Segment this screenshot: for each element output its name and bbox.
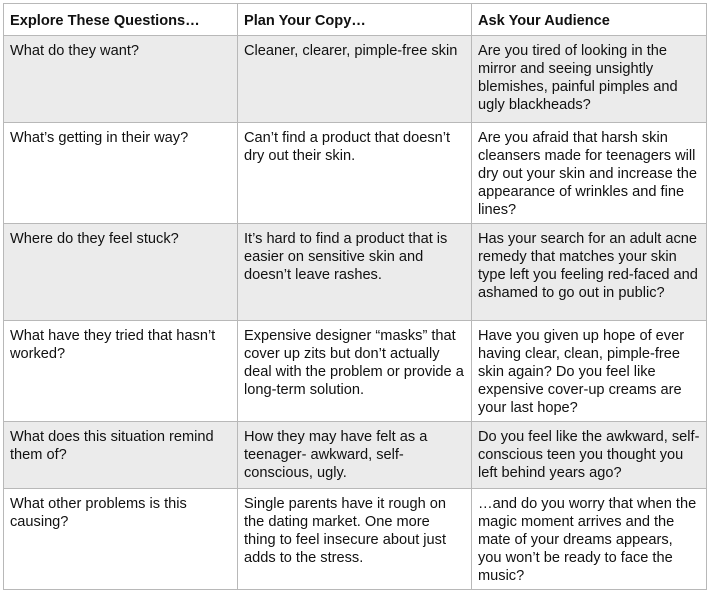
ask-cell: Are you tired of looking in the mirror and seeing unsightly blemishes, painful pimples and ugly blackheads? (472, 36, 707, 123)
header-ask-audience: Ask Your Audience (472, 4, 707, 36)
copy-cell: How they may have felt as a teenager- awkward, self-conscious, ugly. (238, 422, 472, 489)
question-cell: Where do they feel stuck? (4, 224, 238, 321)
ask-cell: Has your search for an adult acne remedy that matches your skin type left you feeling red-faced and ashamed to go out in public? (472, 224, 707, 321)
table-body (4, 36, 707, 590)
question-cell: What’s getting in their way? (4, 123, 238, 224)
table-row (4, 489, 707, 590)
table-row (4, 321, 707, 422)
copy-cell: It’s hard to find a product that is easier on sensitive skin and doesn’t leave rashes. (238, 224, 472, 321)
ask-cell: Have you given up hope of ever having clear, clean, pimple-free skin again? Do you feel like expensive cover-up creams are your last hope? (472, 321, 707, 422)
copy-planning-table-container (3, 3, 706, 590)
header-explore-questions: Explore These Questions… (4, 4, 238, 36)
table-row (4, 422, 707, 489)
question-cell: What have they tried that hasn’t worked? (4, 321, 238, 422)
table-row (4, 224, 707, 321)
copy-planning-table (3, 3, 707, 590)
table-row (4, 123, 707, 224)
table-header (4, 4, 707, 36)
copy-cell: Expensive designer “masks” that cover up zits but don’t actually deal with the problem or provide a long-term solution. (238, 321, 472, 422)
ask-cell: …and do you worry that when the magic moment arrives and the mate of your dreams appears, you won’t be ready to face the music? (472, 489, 707, 590)
question-cell: What does this situation remind them of? (4, 422, 238, 489)
copy-cell: Cleaner, clearer, pimple-free skin (238, 36, 472, 123)
copy-cell: Single parents have it rough on the dating market. One more thing to feel insecure about just adds to the stress. (238, 489, 472, 590)
question-cell: What other problems is this causing? (4, 489, 238, 590)
ask-cell: Are you afraid that harsh skin cleansers made for teenagers will dry out your skin and increase the appearance of wrinkles and fine lines? (472, 123, 707, 224)
ask-cell: Do you feel like the awkward, self-conscious teen you thought you left behind years ago? (472, 422, 707, 489)
header-plan-copy: Plan Your Copy… (238, 4, 472, 36)
table-row (4, 36, 707, 123)
question-cell: What do they want? (4, 36, 238, 123)
copy-cell: Can’t find a product that doesn’t dry out their skin. (238, 123, 472, 224)
header-row (4, 4, 707, 36)
